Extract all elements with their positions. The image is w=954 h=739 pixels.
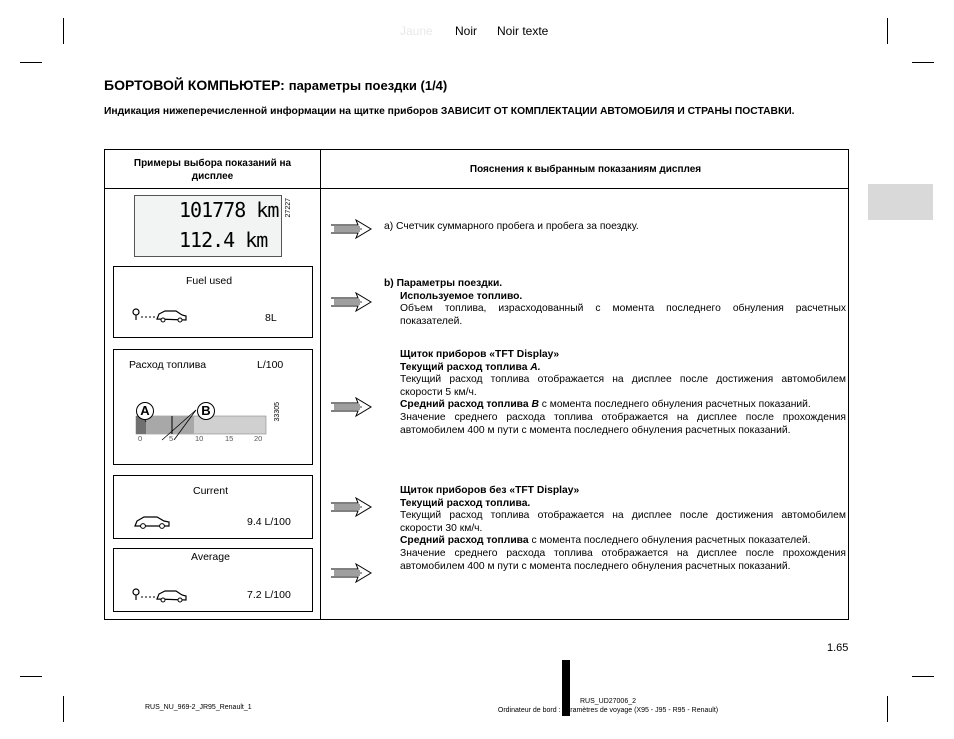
crop-mark — [63, 18, 64, 44]
fuel-rate-panel — [113, 349, 313, 465]
title-main: БОРТОВОЙ КОМПЬЮТЕР: — [104, 77, 285, 93]
desc-b-body — [384, 291, 846, 329]
crop-mark — [887, 18, 888, 44]
desc-tft — [400, 349, 846, 437]
average-value: 7.2 L/100 — [247, 589, 291, 601]
gauge-tick: 20 — [254, 434, 263, 443]
figure-ref: 33305 — [274, 402, 281, 422]
arrow-right-icon — [330, 219, 372, 239]
color-label-jaune: Jaune — [400, 24, 433, 38]
footer-right — [488, 697, 728, 715]
section-tab — [868, 184, 933, 220]
desc-notft — [400, 485, 846, 573]
crop-mark — [912, 62, 934, 63]
current-panel — [113, 475, 313, 539]
car-icon — [132, 514, 172, 530]
desc-notft-cur-text: Текущий расход топлива отображается на дисплее после достижения автомобилем скорости 30 км/ч. — [400, 510, 846, 534]
crop-mark — [20, 676, 42, 677]
desc-b-head: b) Параметры поездки. — [384, 278, 503, 289]
gauge-tick: 0 — [138, 434, 143, 443]
desc-notft-avg-text2: Значение среднего расхода топлива отображается на дисплее после прохождения автомобилем 400 м пути с момента последнего обнуления расчетных показаний. — [400, 547, 846, 572]
desc-b-sub: Используемое топливо. — [400, 290, 523, 302]
desc-tft-cur-text: Текущий расход топлива отображается на дисплее после достижения автомобилем скорости 5 км/ч. — [400, 374, 846, 398]
tft-avg-b: B — [531, 399, 539, 411]
table-divider — [105, 188, 848, 189]
notft-head-post: » — [573, 485, 580, 496]
footer-right-line1: RUS_UD27006_2 — [579, 698, 637, 705]
notft-avg-text: с момента последнего обнуления расчетных показателей. — [528, 535, 811, 547]
color-label-noir-texte: Noir texte — [497, 24, 549, 38]
gauge-tick: 10 — [195, 434, 204, 443]
trip-car-icon — [132, 587, 188, 603]
table-divider — [320, 150, 321, 619]
figure-ref: 27227 — [285, 198, 292, 218]
gauge-tick: 5 — [169, 434, 174, 443]
tft-avg-text: с момента последнего обнуления расчетных показаний. — [538, 399, 811, 411]
tft-cur-head-text: Текущий расход топлива — [400, 361, 531, 373]
average-panel — [113, 548, 313, 612]
crop-mark — [912, 676, 934, 677]
col1-header: Примеры выбора показаний на дисплее — [133, 158, 292, 182]
desc-tft-cur-head — [400, 362, 846, 375]
odometer-display — [134, 195, 282, 257]
notft-head-bold: TFT Display — [515, 485, 574, 496]
fuel-used-label: Fuel used — [186, 275, 233, 287]
crop-mark — [20, 62, 42, 63]
desc-tft-avg — [400, 399, 846, 412]
desc-notft-cur-head: Текущий расход топлива. — [400, 497, 531, 509]
tft-head-post: » — [553, 349, 560, 360]
fuel-rate-label: Расход топлива — [129, 359, 207, 371]
title-sub: параметры поездки (1/4) — [288, 78, 448, 93]
marker-a: A — [136, 402, 154, 420]
footer-right-line2: Ordinateur de bord : paramètres de voyage (X95 - J95 - R95 - Renault) — [497, 707, 719, 714]
fuel-used-value: 8L — [265, 312, 277, 324]
notft-head-pre: Щиток приборов без « — [400, 485, 516, 496]
arrow-right-icon — [330, 397, 372, 417]
desc-b — [384, 278, 846, 328]
color-label-noir: Noir — [455, 24, 478, 38]
desc-notft-head — [400, 485, 846, 498]
arrow-right-icon — [330, 292, 372, 312]
fuel-rate-unit: L/100 — [257, 359, 284, 371]
arrow-right-icon — [330, 497, 372, 517]
average-label: Average — [191, 551, 230, 563]
desc-b-text: Объем топлива, израсходованный с момента последнего обнуления расчетных показателей. — [400, 303, 846, 327]
odometer-trip: 112.4 km — [179, 228, 268, 252]
gauge-tick: 15 — [225, 434, 234, 443]
desc-tft-avg-text2: Значение среднего расхода топлива отображается на дисплее после прохождения автомобилем 400 м пути с момента последнего обнуления расчетных показаний. — [400, 411, 846, 436]
desc-tft-head — [400, 349, 846, 362]
arrow-right-icon — [330, 563, 372, 583]
crop-mark — [63, 696, 64, 722]
desc-notft-avg — [400, 535, 846, 548]
footer-left: RUS_NU_969-2_JR95_Renault_1 — [145, 704, 252, 711]
current-value: 9.4 L/100 — [247, 516, 291, 528]
crop-mark — [887, 696, 888, 722]
tft-head-pre: Щиток приборов « — [400, 349, 496, 360]
page-number: 1.65 — [827, 642, 849, 654]
odometer-total: 101778 km — [179, 198, 279, 222]
desc-a: a) Счетчик суммарного пробега и пробега за поездку. — [384, 221, 639, 232]
trip-car-icon — [132, 307, 188, 323]
intro-text: Индикация нижеперечисленной информации на щитке приборов ЗАВИСИТ ОТ КОМПЛЕКТАЦИИ АВТОМОБИЛЯ И СТРАНЫ ПОСТАВКИ. — [104, 106, 795, 117]
tft-cur-head-a: A. — [530, 361, 541, 373]
tft-head-bold: TFT Display — [495, 349, 554, 360]
page-title — [104, 77, 447, 93]
col2-header: Пояснения к выбранным показаниям дисплея — [469, 164, 702, 175]
notft-avg-head: Средний расход топлива — [400, 535, 529, 547]
tft-avg-head: Средний расход топлива — [400, 399, 532, 411]
marker-b: B — [197, 402, 215, 420]
current-label: Current — [193, 485, 229, 497]
fuel-used-panel — [113, 266, 313, 338]
